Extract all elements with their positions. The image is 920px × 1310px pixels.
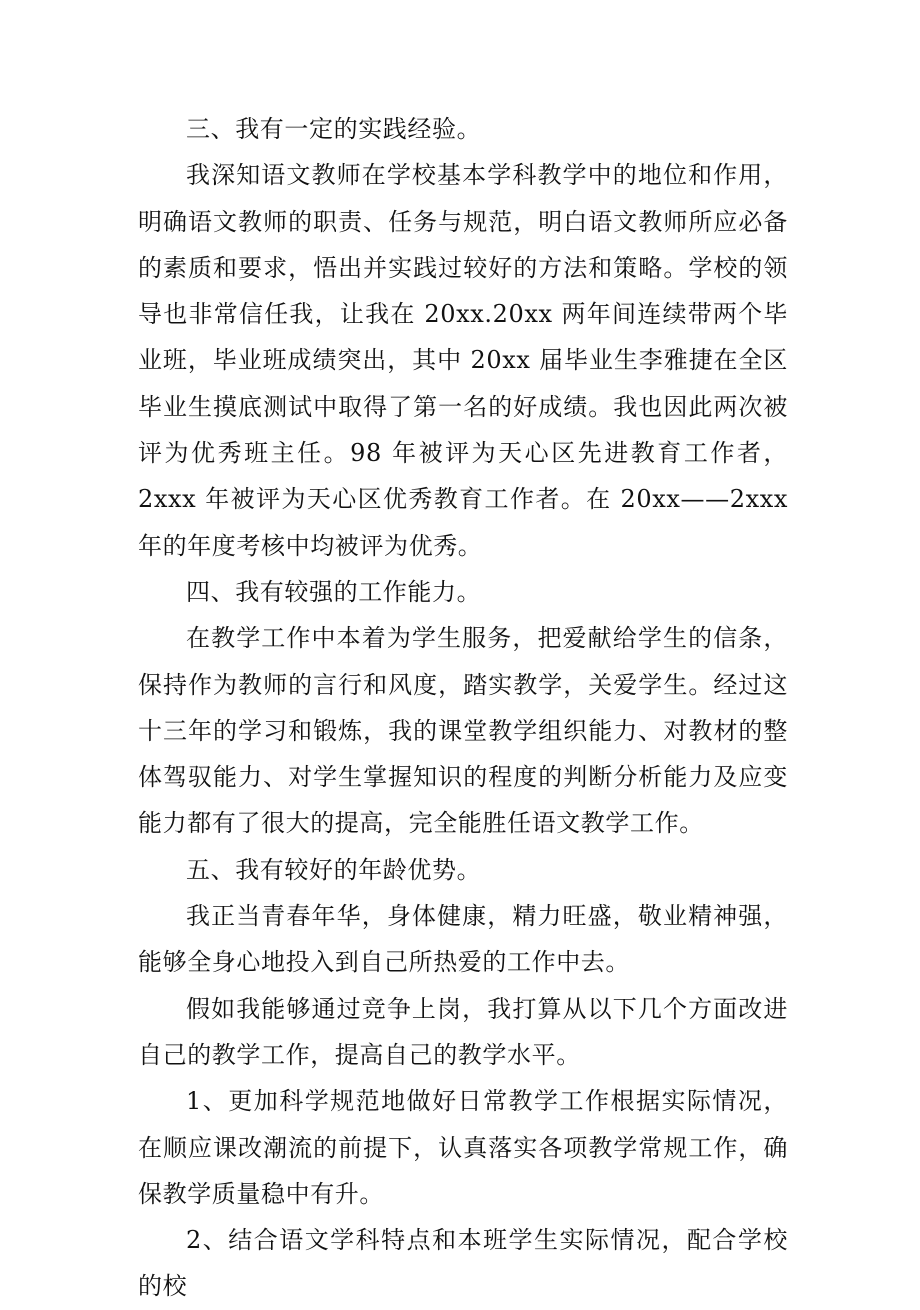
heading-practice-experience: 三、我有一定的实践经验。 xyxy=(186,115,482,143)
paragraph-practice-experience: 我深知语文教师在学校基本学科教学中的地位和作用，明确语文教师的职责、任务与规范，明白语文教师所应必备的素质和要求，悟出并实践过较好的方法和策略。学校的领导也非常信任我，让我在 20xx.20xx 两年间连续带两个毕业班，毕业班成绩突出，其中 20xx 届毕业生李雅捷在全区毕业生摸底测试中取得了第一名的好成绩。我也因此两次被评为优秀班主任。98 年被评为天心区先进教育工作者，2xxx 年被评为天心区优秀教育工作者。在 20xx——2xxx 年的年度考核中均被评为优秀。 xyxy=(138,161,788,560)
paragraph-work-ability: 在教学工作中本着为学生服务，把爱献给学生的信条，保持作为教师的言行和风度，踏实教学，关爱学生。经过这十三年的学习和锻炼，我的课堂教学组织能力、对教材的整体驾驭能力、对学生掌握知识的程度的判断分析能力及应变能力都有了很大的提高，完全能胜任语文教学工作。 xyxy=(138,624,788,838)
heading-work-ability: 四、我有较强的工作能力。 xyxy=(186,577,482,606)
document-body xyxy=(138,106,788,1310)
heading-age-advantage: 五、我有较好的年龄优势。 xyxy=(186,855,482,884)
paragraph-plan-item-1: 1、更加科学规范地做好日常教学工作根据实际情况，在顺应课改潮流的前提下，认真落实各项教学常规工作，确保教学质量稳中有升。 xyxy=(138,1087,788,1208)
paragraph-improvement-plan: 假如我能够通过竞争上岗，我打算从以下几个方面改进自己的教学工作，提高自己的教学水平。 xyxy=(138,994,788,1069)
paragraph-plan-item-2: 2、结合语文学科特点和本班学生实际情况，配合学校的校 xyxy=(138,1226,788,1301)
paragraph-age-advantage: 我正当青春年华，身体健康，精力旺盛，敬业精神强，能够全身心地投入到自己所热爱的工作中去。 xyxy=(138,902,788,977)
